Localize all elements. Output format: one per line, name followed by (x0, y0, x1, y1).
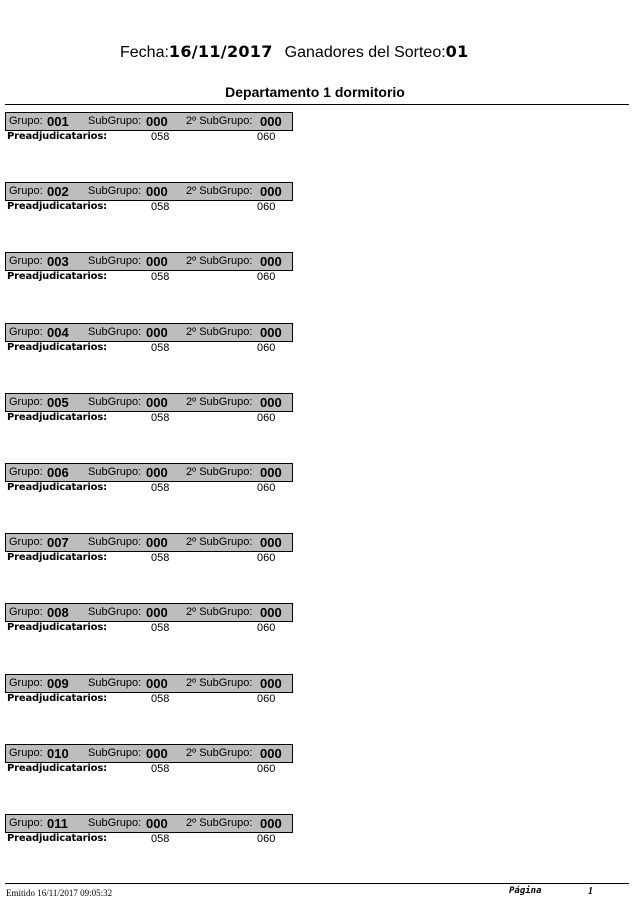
grupo-value: 011 (47, 816, 68, 831)
preadjudicatario-value: 060 (257, 762, 276, 775)
preadjudicatarios-row (5, 201, 293, 215)
grupo-value: 010 (47, 745, 69, 761)
preadjudicatario-value: 058 (151, 762, 170, 775)
grupo-value: 009 (47, 675, 69, 691)
subgrupo-value: 000 (146, 816, 168, 831)
preadjudicatario-value: 058 (151, 271, 170, 284)
grupo-label: Grupo: (9, 676, 43, 689)
subtitle-text: Departamento 1 dormitorio (225, 84, 405, 100)
preadjudicatario-value: 058 (151, 341, 170, 354)
report-header (120, 42, 469, 62)
group-header-bar (5, 252, 293, 271)
pagina-label: Página (509, 886, 542, 896)
preadjudicatario-value: 060 (257, 201, 276, 214)
preadjudicatarios-label: Preadjudicatarios: (7, 482, 107, 493)
subgrupo-label: SubGrupo: (88, 466, 142, 478)
grupo-label: Grupo: (9, 536, 43, 549)
group-block (5, 814, 293, 856)
subgrupo2-label: 2º SubGrupo: (186, 255, 253, 268)
group-block (5, 252, 293, 294)
preadjudicatario-value: 058 (151, 622, 170, 635)
preadjudicatarios-label: Preadjudicatarios: (7, 552, 107, 564)
grupo-value: 001 (47, 114, 69, 129)
group-block (5, 112, 293, 154)
subgrupo-label: SubGrupo: (88, 536, 142, 549)
pagina-number: 1 (588, 886, 593, 897)
preadjudicatarios-label: Preadjudicatarios: (7, 622, 107, 634)
preadjudicatario-value: 060 (257, 131, 276, 143)
subgrupo2-value: 000 (260, 465, 282, 480)
subgrupo2-label: 2º SubGrupo: (186, 817, 253, 829)
preadjudicatario-value: 060 (257, 271, 276, 284)
preadjudicatario-value: 058 (151, 833, 170, 845)
subgrupo-label: SubGrupo: (88, 676, 142, 689)
preadjudicatario-value: 060 (257, 833, 276, 845)
subgrupo-value: 000 (146, 114, 168, 129)
preadjudicatarios-row (5, 271, 293, 285)
subgrupo2-value: 000 (260, 184, 282, 200)
fecha-value: 16/11/2017 (168, 42, 273, 61)
subgrupo2-value: 000 (260, 675, 282, 691)
preadjudicatario-value: 058 (151, 411, 170, 424)
subgrupo2-label: 2º SubGrupo: (186, 466, 253, 478)
grupo-value: 007 (47, 535, 69, 551)
subgrupo-value: 000 (146, 605, 168, 621)
subgrupo2-label: 2º SubGrupo: (186, 676, 253, 689)
group-header-bar (5, 323, 293, 342)
subgrupo-value: 000 (146, 324, 168, 340)
subgrupo2-value: 000 (260, 745, 282, 761)
preadjudicatarios-row (5, 342, 293, 356)
subgrupo-value: 000 (146, 745, 168, 761)
preadjudicatario-value: 060 (257, 622, 276, 635)
grupo-label: Grupo: (9, 325, 43, 338)
grupo-value: 008 (47, 605, 69, 621)
preadjudicatarios-label: Preadjudicatarios: (7, 833, 107, 844)
group-header-bar (5, 112, 293, 131)
grupo-value: 006 (47, 465, 69, 480)
grupo-value: 002 (47, 184, 69, 200)
sorteo-value: 01 (445, 42, 469, 61)
preadjudicatario-value: 058 (151, 692, 170, 705)
preadjudicatarios-label: Preadjudicatarios: (7, 692, 107, 704)
group-header-bar (5, 603, 293, 622)
preadjudicatarios-label: Preadjudicatarios: (7, 131, 107, 142)
header-divider (5, 104, 629, 105)
preadjudicatario-value: 060 (257, 482, 276, 494)
fecha-label: Fecha: (120, 44, 169, 61)
subgrupo-value: 000 (146, 465, 168, 480)
group-header-bar (5, 182, 293, 201)
grupo-label: Grupo: (9, 817, 43, 829)
subgrupo2-value: 000 (260, 605, 282, 621)
sorteo-label: Ganadores del Sorteo: (284, 44, 446, 61)
preadjudicatarios-label: Preadjudicatarios: (7, 341, 107, 353)
subgrupo2-label: 2º SubGrupo: (186, 325, 253, 338)
subgrupo-label: SubGrupo: (88, 115, 142, 127)
preadjudicatarios-row (5, 763, 293, 777)
group-header-bar (5, 744, 293, 763)
subgrupo-value: 000 (146, 394, 168, 410)
preadjudicatarios-label: Preadjudicatarios: (7, 271, 107, 283)
subgrupo2-value: 000 (260, 535, 282, 551)
subgrupo-label: SubGrupo: (88, 395, 142, 408)
group-header-bar (5, 814, 293, 833)
group-block (5, 744, 293, 786)
subgrupo2-label: 2º SubGrupo: (186, 395, 253, 408)
grupo-value: 005 (47, 394, 69, 410)
grupo-label: Grupo: (9, 395, 43, 408)
preadjudicatario-value: 060 (257, 341, 276, 354)
preadjudicatarios-row (5, 482, 293, 496)
group-header-bar (5, 463, 293, 482)
report-subtitle (0, 84, 638, 100)
group-block (5, 182, 293, 224)
subgrupo2-value: 000 (260, 324, 282, 340)
subgrupo-label: SubGrupo: (88, 185, 142, 198)
grupo-label: Grupo: (9, 255, 43, 268)
group-header-bar (5, 674, 293, 693)
preadjudicatarios-row (5, 131, 293, 145)
subgrupo-label: SubGrupo: (88, 817, 142, 829)
subgrupo2-value: 000 (260, 394, 282, 410)
grupo-value: 004 (47, 324, 69, 340)
subgrupo2-value: 000 (260, 254, 282, 270)
subgrupo2-value: 000 (260, 114, 282, 129)
group-header-bar (5, 533, 293, 552)
grupo-value: 003 (47, 254, 69, 270)
preadjudicatarios-row (5, 552, 293, 566)
subgrupo-value: 000 (146, 184, 168, 200)
grupo-label: Grupo: (9, 466, 43, 478)
emitido-text: Emitido 16/11/2017 09:05:32 (6, 888, 113, 898)
preadjudicatario-value: 058 (151, 131, 170, 143)
group-block (5, 603, 293, 645)
preadjudicatario-value: 058 (151, 552, 170, 565)
subgrupo-value: 000 (146, 675, 168, 691)
group-block (5, 463, 293, 505)
subgrupo2-label: 2º SubGrupo: (186, 606, 253, 619)
preadjudicatario-value: 060 (257, 692, 276, 705)
group-block (5, 393, 293, 435)
grupo-label: Grupo: (9, 115, 43, 127)
preadjudicatarios-row (5, 622, 293, 636)
grupo-label: Grupo: (9, 606, 43, 619)
subgrupo2-label: 2º SubGrupo: (186, 536, 253, 549)
preadjudicatarios-label: Preadjudicatarios: (7, 201, 107, 213)
preadjudicatarios-row (5, 412, 293, 426)
group-block (5, 674, 293, 716)
preadjudicatarios-label: Preadjudicatarios: (7, 411, 107, 423)
group-block (5, 323, 293, 365)
grupo-label: Grupo: (9, 746, 43, 759)
subgrupo-label: SubGrupo: (88, 746, 142, 759)
preadjudicatario-value: 060 (257, 411, 276, 424)
preadjudicatarios-row (5, 693, 293, 707)
preadjudicatarios-row (5, 833, 293, 847)
group-block (5, 533, 293, 575)
group-header-bar (5, 393, 293, 412)
preadjudicatario-value: 058 (151, 201, 170, 214)
preadjudicatario-value: 060 (257, 552, 276, 565)
subgrupo2-label: 2º SubGrupo: (186, 185, 253, 198)
subgrupo2-label: 2º SubGrupo: (186, 115, 253, 127)
subgrupo-label: SubGrupo: (88, 325, 142, 338)
subgrupo2-value: 000 (260, 816, 282, 831)
grupo-label: Grupo: (9, 185, 43, 198)
subgrupo-value: 000 (146, 254, 168, 270)
footer-divider (5, 883, 629, 884)
subgrupo-value: 000 (146, 535, 168, 551)
subgrupo-label: SubGrupo: (88, 606, 142, 619)
subgrupo2-label: 2º SubGrupo: (186, 746, 253, 759)
preadjudicatario-value: 058 (151, 482, 170, 494)
preadjudicatarios-label: Preadjudicatarios: (7, 762, 107, 774)
subgrupo-label: SubGrupo: (88, 255, 142, 268)
